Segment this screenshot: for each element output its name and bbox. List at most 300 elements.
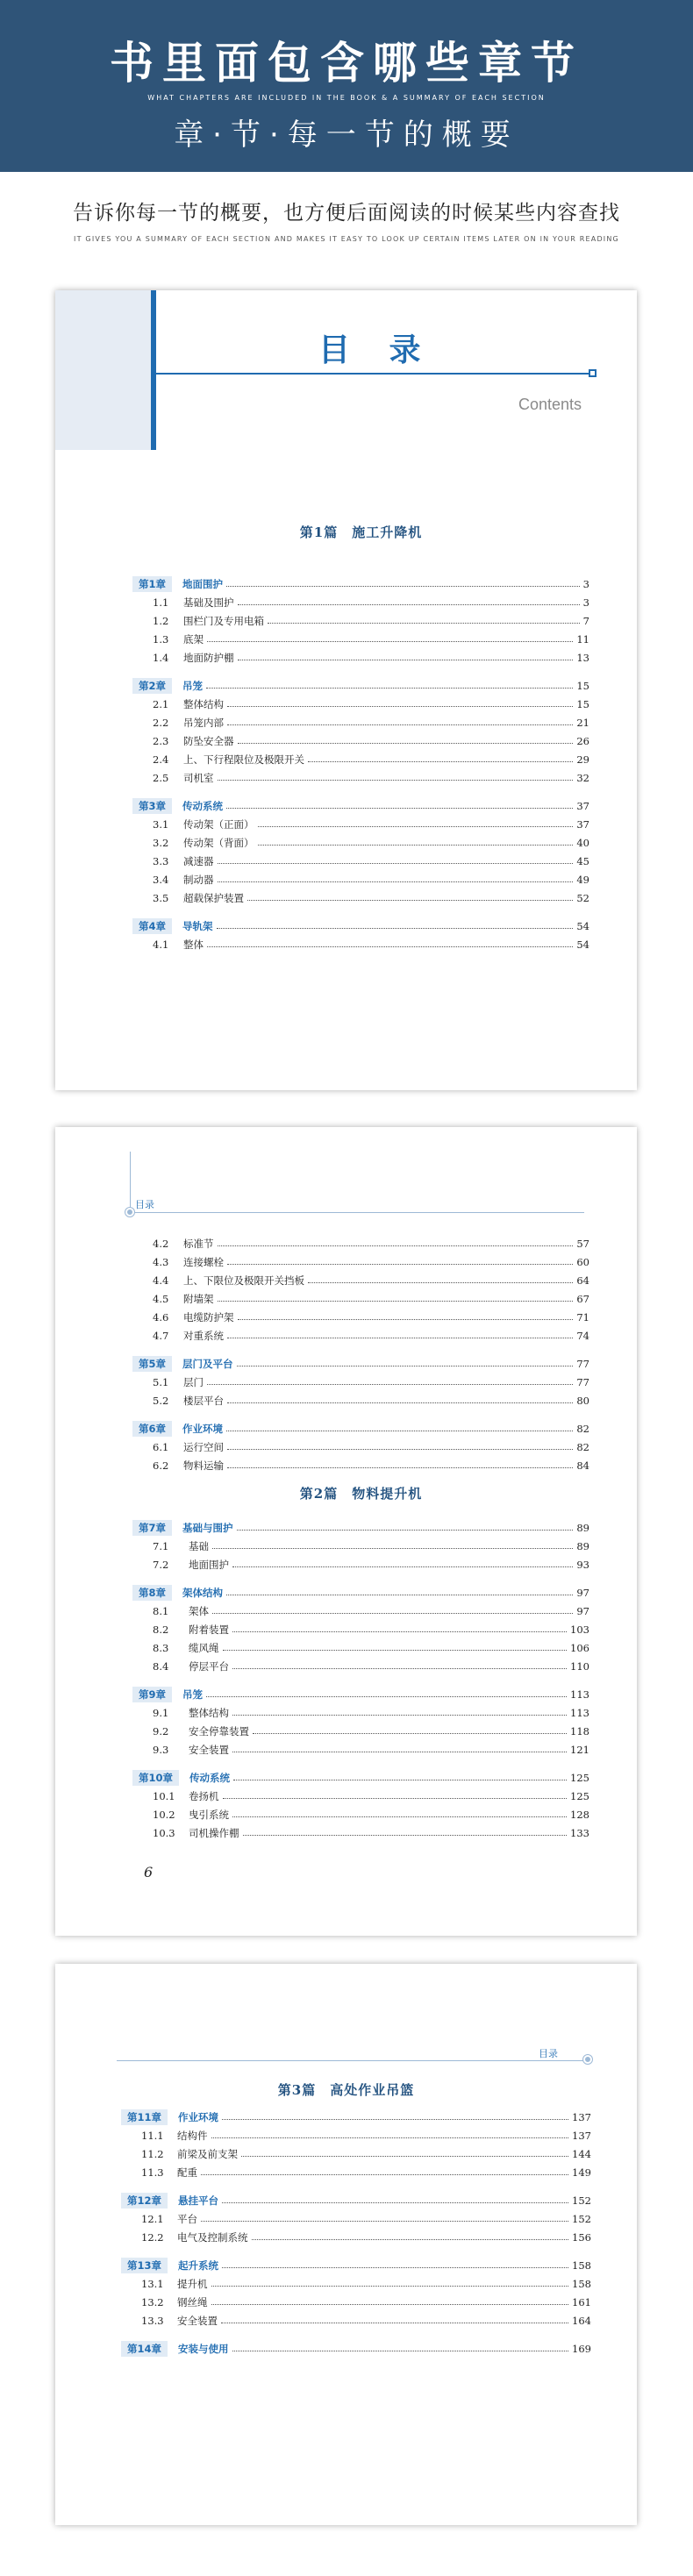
dot-leader — [207, 946, 573, 947]
toc-chapter-group — [132, 1685, 589, 1759]
chapter-title: 传动系统 — [182, 799, 224, 812]
toc-chapter-row — [132, 574, 589, 593]
toc-section-row — [132, 695, 589, 713]
dot-leader — [212, 1613, 573, 1614]
decorative-square-icon — [589, 369, 597, 377]
section-title: 缆风绳 — [189, 1641, 219, 1654]
dot-leader — [217, 928, 574, 929]
section-number: 1.3 — [153, 632, 169, 646]
section-page-number: 137 — [572, 2129, 591, 2142]
section-number: 5.1 — [153, 1375, 169, 1388]
toc-section-row — [121, 2209, 591, 2228]
section-number: 13.3 — [141, 2314, 164, 2327]
part-title: 第2篇 物料提升机 — [299, 1486, 423, 1502]
chapter-page-number: 152 — [572, 2194, 591, 2207]
chapter-title: 地面围护 — [182, 577, 224, 590]
chapter-number-tag: 第11章 — [121, 2109, 168, 2125]
toc-title: 目 录 — [318, 332, 435, 368]
section-title: 架体 — [189, 1604, 209, 1617]
dot-leader — [227, 724, 573, 725]
section-title: 对重系统 — [183, 1329, 224, 1342]
dot-leader — [243, 1835, 568, 1836]
dot-leader — [308, 1282, 573, 1283]
section-title: 曳引系统 — [189, 1808, 229, 1821]
toc-chapter-row — [121, 2256, 591, 2274]
chapter-number-tag: 第6章 — [132, 1421, 172, 1437]
dot-leader — [222, 2202, 568, 2203]
chapter-number-tag: 第2章 — [132, 678, 172, 694]
dot-leader — [227, 1449, 573, 1450]
toc-list — [132, 520, 589, 953]
decorative-dot-icon — [583, 2055, 592, 2064]
section-number: 4.7 — [153, 1329, 169, 1342]
decorative-vertical-bar — [151, 290, 156, 450]
section-number: 7.2 — [153, 1558, 169, 1571]
section-title: 前梁及前支架 — [177, 2147, 238, 2160]
section-number: 12.2 — [141, 2230, 164, 2244]
toc-section-row — [132, 593, 589, 611]
section-number: 13.1 — [141, 2277, 164, 2290]
dot-leader — [268, 623, 580, 624]
dot-leader — [201, 2221, 568, 2222]
chapter-number-tag: 第14章 — [121, 2341, 168, 2357]
section-number: 2.4 — [153, 753, 169, 766]
section-number: 7.1 — [153, 1539, 169, 1552]
section-title: 平台 — [177, 2212, 197, 2225]
section-number: 10.3 — [153, 1826, 175, 1839]
dot-leader — [258, 845, 574, 846]
section-page-number: 149 — [572, 2166, 591, 2179]
chapter-number-tag: 第9章 — [132, 1687, 172, 1702]
section-page-number: 60 — [576, 1255, 589, 1268]
toc-section-row — [132, 1391, 589, 1409]
toc-section-row — [132, 1326, 589, 1345]
section-number: 6.1 — [153, 1440, 169, 1453]
section-page-number: 57 — [576, 1237, 589, 1250]
chapter-page-number: 37 — [576, 799, 589, 812]
section-number: 4.2 — [153, 1237, 169, 1250]
chapter-title: 作业环境 — [178, 2110, 219, 2123]
chapter-title: 安装与使用 — [178, 2342, 229, 2355]
running-header-label: 目录 — [539, 2048, 558, 2059]
dot-leader — [218, 863, 574, 864]
toc-section-row — [132, 630, 589, 648]
section-page-number: 49 — [576, 873, 589, 886]
section-number: 3.1 — [153, 817, 169, 831]
decorative-dot-icon — [125, 1208, 134, 1217]
dot-leader — [252, 2239, 569, 2240]
section-title: 超载保护装置 — [183, 891, 244, 904]
section-number: 4.1 — [153, 938, 169, 951]
dot-leader — [232, 1715, 567, 1716]
section-number: 2.1 — [153, 697, 169, 710]
chapter-title: 悬挂平台 — [178, 2194, 219, 2207]
toc-chapter-group — [132, 1518, 589, 1573]
intro-text-en: IT GIVES YOU A SUMMARY OF EACH SECTION AND MAKES IT EASY TO LOOK UP CERTAIN ITEMS LATER ON IN YOUR READING — [74, 235, 619, 243]
toc-section-row — [132, 815, 589, 833]
section-number: 3.4 — [153, 873, 169, 886]
toc-section-row — [121, 2293, 591, 2311]
toc-list — [121, 2108, 591, 2358]
toc-chapter-row — [132, 796, 589, 815]
toc-chapter-row — [121, 2339, 591, 2358]
section-page-number: 45 — [576, 854, 589, 867]
toc-chapter-row — [132, 676, 589, 695]
section-page-number: 113 — [570, 1706, 589, 1719]
section-title: 配重 — [177, 2166, 197, 2179]
chapter-page-number: 158 — [572, 2258, 591, 2272]
section-title: 安全装置 — [177, 2314, 218, 2327]
dot-leader — [232, 1566, 573, 1567]
banner-title: 书里面包含哪些章节 — [110, 37, 583, 89]
decorative-tint-block — [55, 290, 152, 450]
decorative-rule — [156, 373, 592, 375]
dot-leader — [227, 706, 573, 707]
toc-chapter-group — [121, 2339, 591, 2358]
toc-section-row — [132, 750, 589, 768]
section-number: 6.2 — [153, 1459, 169, 1472]
section-page-number: 106 — [570, 1641, 589, 1654]
dot-leader — [232, 1816, 567, 1817]
chapter-title: 吊笼 — [182, 1688, 204, 1701]
section-page-number: 158 — [572, 2277, 591, 2290]
chapter-title: 起升系统 — [178, 2258, 219, 2272]
section-title: 底架 — [183, 632, 204, 646]
toc-section-row — [132, 1787, 589, 1805]
dot-leader — [238, 743, 574, 744]
section-title: 地面围护 — [189, 1558, 229, 1571]
chapter-number-tag: 第8章 — [132, 1585, 172, 1601]
toc-section-row — [132, 1805, 589, 1823]
toc-section-row — [132, 1308, 589, 1326]
section-number: 11.3 — [141, 2166, 164, 2179]
section-page-number: 164 — [572, 2314, 591, 2327]
dot-leader — [227, 1467, 573, 1468]
section-page-number: 152 — [572, 2212, 591, 2225]
toc-section-row — [132, 713, 589, 731]
section-page-number: 15 — [576, 697, 589, 710]
section-number: 8.3 — [153, 1641, 169, 1654]
section-number: 9.3 — [153, 1743, 169, 1756]
toc-chapter-row — [132, 1583, 589, 1602]
chapter-title: 层门及平台 — [182, 1357, 233, 1370]
section-page-number: 110 — [570, 1659, 589, 1673]
dot-leader — [223, 1650, 568, 1651]
section-page-number: 54 — [576, 938, 589, 951]
section-page-number: 37 — [576, 817, 589, 831]
section-page-number: 21 — [576, 716, 589, 729]
toc-chapter-row — [132, 917, 589, 935]
dot-leader — [227, 1402, 573, 1403]
dot-leader — [212, 1548, 573, 1549]
toc-chapter-group — [121, 2108, 591, 2181]
toc-chapter-row — [121, 2191, 591, 2209]
part-title: 第1篇 施工升降机 — [299, 524, 423, 540]
dot-leader — [308, 761, 573, 762]
toc-chapter-row — [132, 1768, 589, 1787]
chapter-page-number: 15 — [576, 679, 589, 692]
section-page-number: 13 — [576, 651, 589, 664]
chapter-page-number: 125 — [570, 1771, 589, 1784]
section-number: 1.2 — [153, 614, 169, 627]
dot-leader — [222, 2267, 568, 2268]
section-page-number: 67 — [576, 1292, 589, 1305]
section-title: 电缆防护架 — [183, 1310, 234, 1324]
section-title: 整体结构 — [183, 697, 224, 710]
toc-section-row — [121, 2144, 591, 2163]
toc-chapter-row — [132, 1685, 589, 1703]
toc-list — [132, 1234, 589, 1842]
section-page-number: 128 — [570, 1808, 589, 1821]
toc-chapter-row — [121, 2108, 591, 2126]
banner-subtitle-en: WHAT CHAPTERS ARE INCLUDED IN THE BOOK & A SUMMARY OF EACH SECTION — [147, 94, 546, 102]
intro-text-cn: 告诉你每一节的概要，也方便后面阅读的时候某些内容查找 — [73, 202, 620, 225]
chapter-page-number: 3 — [582, 577, 589, 590]
chapter-page-number: 89 — [576, 1521, 589, 1534]
chapter-number-tag: 第13章 — [121, 2258, 168, 2273]
section-number: 4.3 — [153, 1255, 169, 1268]
section-title: 吊笼内部 — [183, 716, 224, 729]
section-page-number: 144 — [572, 2147, 591, 2160]
section-number: 13.2 — [141, 2295, 164, 2308]
toc-section-row — [132, 852, 589, 870]
section-title: 司机室 — [183, 771, 214, 784]
section-number: 1.4 — [153, 651, 169, 664]
section-title: 层门 — [183, 1375, 204, 1388]
dot-leader — [227, 1264, 573, 1265]
toc-chapter-group — [132, 1354, 589, 1409]
toc-section-row — [121, 2126, 591, 2144]
section-page-number: 32 — [576, 771, 589, 784]
chapter-title: 吊笼 — [182, 679, 204, 692]
section-page-number: 11 — [576, 632, 589, 646]
section-title: 制动器 — [183, 873, 214, 886]
section-title: 电气及控制系统 — [177, 2230, 248, 2244]
dot-leader — [206, 688, 573, 689]
dot-leader — [232, 1631, 567, 1632]
dot-leader — [207, 1384, 573, 1385]
section-page-number: 156 — [572, 2230, 591, 2244]
toc-section-row — [132, 768, 589, 787]
toc-section-row — [132, 1823, 589, 1842]
part-title: 第3篇 高处作业吊篮 — [277, 2082, 415, 2098]
dot-leader — [218, 881, 574, 882]
section-page-number: 26 — [576, 734, 589, 747]
toc-section-row — [132, 1555, 589, 1573]
section-title: 基础及围护 — [183, 596, 234, 609]
toc-chapter-row — [132, 1354, 589, 1373]
section-page-number: 121 — [570, 1743, 589, 1756]
toc-section-row — [132, 1740, 589, 1759]
toc-chapter-group — [132, 1768, 589, 1842]
section-page-number: 89 — [576, 1539, 589, 1552]
page-number: 6 — [144, 1864, 154, 1880]
section-number: 8.4 — [153, 1659, 169, 1673]
dot-leader — [211, 2286, 569, 2287]
section-number: 2.5 — [153, 771, 169, 784]
section-number: 2.2 — [153, 716, 169, 729]
toc-section-row — [132, 1537, 589, 1555]
chapter-page-number: 113 — [570, 1688, 589, 1701]
toc-chapter-group — [132, 1419, 589, 1474]
section-number: 3.2 — [153, 836, 169, 849]
section-title: 附墙架 — [183, 1292, 214, 1305]
toc-section-row — [132, 731, 589, 750]
toc-section-row — [121, 2274, 591, 2293]
toc-chapter-row — [132, 1419, 589, 1438]
dot-leader — [222, 2119, 568, 2120]
dot-leader — [226, 808, 573, 809]
toc-section-row — [132, 1438, 589, 1456]
toc-chapter-group — [132, 676, 589, 787]
dot-leader — [206, 1696, 567, 1697]
dot-leader — [238, 1319, 574, 1320]
dot-leader — [226, 586, 580, 587]
section-number: 10.1 — [153, 1789, 175, 1802]
section-page-number: 77 — [576, 1375, 589, 1388]
section-title: 减速器 — [183, 854, 214, 867]
section-title: 钢丝绳 — [177, 2295, 208, 2308]
section-title: 物料运输 — [183, 1459, 224, 1472]
section-number: 3.3 — [153, 854, 169, 867]
toc-section-row — [132, 1289, 589, 1308]
toc-section-row — [132, 888, 589, 907]
section-title: 上、下行程限位及极限开关 — [183, 753, 304, 766]
chapter-number-tag: 第10章 — [132, 1770, 179, 1786]
section-page-number: 93 — [576, 1558, 589, 1571]
section-title: 安全停靠装置 — [189, 1724, 249, 1738]
chapter-title: 作业环境 — [182, 1422, 224, 1435]
section-number: 5.2 — [153, 1394, 169, 1407]
section-title: 基础 — [189, 1539, 209, 1552]
section-page-number: 3 — [582, 596, 589, 609]
dot-leader — [218, 1301, 574, 1302]
toc-chapter-group — [132, 1583, 589, 1675]
toc-page-2 — [55, 1127, 637, 1936]
section-number: 12.1 — [141, 2212, 164, 2225]
chapter-page-number: 97 — [576, 1586, 589, 1599]
chapter-number-tag: 第5章 — [132, 1356, 172, 1372]
chapter-number-tag: 第4章 — [132, 918, 172, 934]
section-number: 8.1 — [153, 1604, 169, 1617]
banner-subtitle-cn: 章·节·每一节的概要 — [174, 118, 519, 153]
section-page-number: 7 — [582, 614, 589, 627]
section-title: 传动架（正面） — [183, 817, 254, 831]
section-number: 10.2 — [153, 1808, 175, 1821]
toc-section-row — [132, 1703, 589, 1722]
section-page-number: 82 — [576, 1440, 589, 1453]
section-title: 安全装置 — [189, 1743, 229, 1756]
dot-leader — [247, 900, 573, 901]
section-page-number: 118 — [570, 1724, 589, 1738]
section-title: 传动架（背面） — [183, 836, 254, 849]
dot-leader — [237, 1530, 574, 1531]
toc-chapter-group — [132, 917, 589, 953]
section-number: 2.3 — [153, 734, 169, 747]
section-number: 9.2 — [153, 1724, 169, 1738]
decorative-rule — [130, 1212, 584, 1213]
dot-leader — [218, 780, 574, 781]
running-header-label: 目录 — [135, 1199, 154, 1210]
toc-chapter-row — [132, 1518, 589, 1537]
section-number: 4.5 — [153, 1292, 169, 1305]
chapter-title: 架体结构 — [182, 1586, 224, 1599]
chapter-page-number: 54 — [576, 919, 589, 932]
dot-leader — [241, 2156, 568, 2157]
section-title: 标准节 — [183, 1237, 214, 1250]
decorative-rule — [117, 2060, 589, 2061]
dot-leader — [258, 826, 574, 827]
section-number: 4.6 — [153, 1310, 169, 1324]
toc-section-row — [132, 1373, 589, 1391]
section-title: 结构件 — [177, 2129, 208, 2142]
chapter-number-tag: 第12章 — [121, 2193, 168, 2209]
section-title: 楼层平台 — [183, 1394, 224, 1407]
dot-leader — [232, 1668, 567, 1669]
section-title: 附着装置 — [189, 1623, 229, 1636]
toc-chapter-group — [132, 574, 589, 667]
dot-leader — [207, 641, 573, 642]
chapter-page-number: 77 — [576, 1357, 589, 1370]
section-title: 整体 — [183, 938, 204, 951]
toc-section-row — [132, 1234, 589, 1252]
chapter-number-tag: 第7章 — [132, 1520, 172, 1536]
toc-section-row — [132, 833, 589, 852]
section-page-number: 52 — [576, 891, 589, 904]
section-page-number: 40 — [576, 836, 589, 849]
section-title: 停层平台 — [189, 1659, 229, 1673]
toc-section-row — [121, 2163, 591, 2181]
chapter-number-tag: 第1章 — [132, 576, 172, 592]
toc-chapter-group — [121, 2256, 591, 2330]
section-page-number: 80 — [576, 1394, 589, 1407]
section-title: 运行空间 — [183, 1440, 224, 1453]
dot-leader — [211, 2304, 569, 2305]
section-title: 围栏门及专用电箱 — [183, 614, 264, 627]
toc-section-row — [132, 1638, 589, 1657]
chapter-page-number: 82 — [576, 1422, 589, 1435]
decorative-vertical-rule — [130, 1152, 131, 1213]
section-page-number: 103 — [570, 1623, 589, 1636]
section-number: 11.1 — [141, 2129, 164, 2142]
section-number: 11.2 — [141, 2147, 164, 2160]
chapter-title: 导轨架 — [182, 919, 213, 932]
section-title: 地面防护棚 — [183, 651, 234, 664]
chapter-page-number: 169 — [572, 2342, 591, 2355]
dot-leader — [218, 1245, 574, 1246]
toc-page-1 — [55, 290, 637, 1090]
section-page-number: 74 — [576, 1329, 589, 1342]
toc-section-row — [132, 870, 589, 888]
section-number: 4.4 — [153, 1274, 169, 1287]
section-page-number: 29 — [576, 753, 589, 766]
dot-leader — [201, 2174, 568, 2175]
section-number: 8.2 — [153, 1623, 169, 1636]
dot-leader — [211, 2137, 569, 2138]
section-page-number: 125 — [570, 1789, 589, 1802]
section-page-number: 161 — [572, 2295, 591, 2308]
dot-leader — [253, 1733, 567, 1734]
section-title: 上、下限位及极限开关挡板 — [183, 1274, 304, 1287]
chapter-page-number: 137 — [572, 2110, 591, 2123]
toc-section-row — [132, 1456, 589, 1474]
toc-section-row — [132, 1657, 589, 1675]
header-banner — [0, 0, 693, 172]
section-title: 卷扬机 — [189, 1789, 219, 1802]
toc-section-row — [132, 935, 589, 953]
toc-chapter-group — [132, 796, 589, 907]
toc-chapter-group — [121, 2191, 591, 2246]
